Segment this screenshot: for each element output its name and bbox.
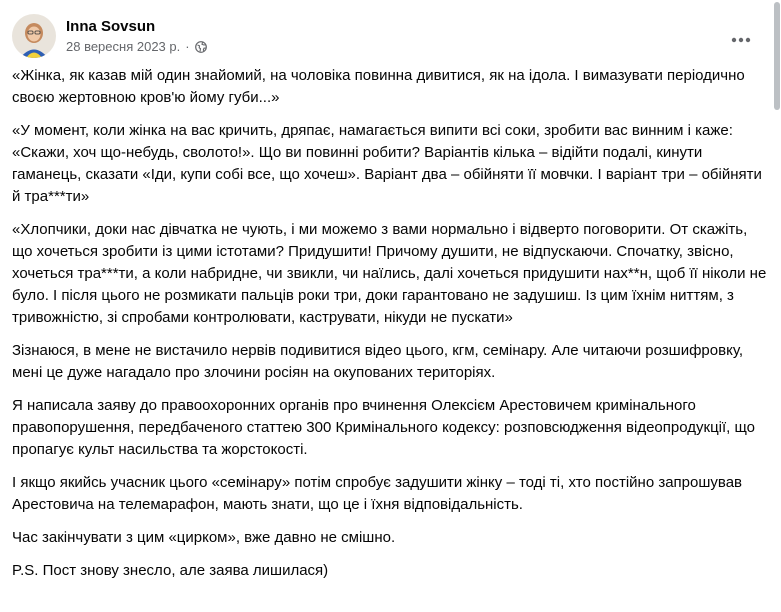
post-date[interactable]: 28 вересня 2023 р.: [66, 38, 181, 54]
post-paragraph: «Хлопчики, доки нас дівчатка не чують, і ми можемо з вами нормально і відверто поговорити. От скажіть, що хочеться зробити із цими істотами? Придушити! Причому душити, не відпускаючи. Спочатку, звісно, хочеться тра***ти, а коли набридне, чи звикли, чи наїлись, далі хочеться придушити нах**н, щоб її ніколи не було. І після цього не розмикати пальців роки три, доки гарантовано не задушиш. Із цим їхнім ниттям, з тривожністю, зі спробами контролювати, каструвати, нікуди не пускати»: [12, 221, 767, 326]
scrollbar-thumb[interactable]: [774, 2, 780, 110]
author-name[interactable]: Inna Sovsun: [66, 17, 156, 35]
post-paragraph: І якщо якийсь учасник цього «семінару» потім спробує задушити жінку – тоді ті, хто постійно запрошував Арестовича на телемарафон, мають знати, що це і їхня відповідальність.: [12, 474, 743, 513]
post-header: [12, 12, 207, 60]
scrollbar[interactable]: [773, 0, 781, 612]
post-paragraph: «У момент, коли жінка на вас кричить, дряпає, намагається випити всі соки, зробити вас винним і каже: «Скажи, хоч що-небудь, сволото!». Що ви повинні робити? Варіантів кілька – відійти подалі, кинути гаманець, сказати «Іди, купи собі все, що хочеш». Варіант два – обійняти її мовчки. І варіант три – обійняти й тра***ти»: [12, 122, 762, 205]
post-body: [12, 65, 770, 593]
post-paragraph: Зізнаюся, в мене не вистачило нервів подивитися відео цього, кгм, семінару. Але читаючи розшифровку, мені це дуже нагадало про злочини росіян на окупованих територіях.: [12, 342, 743, 381]
meta-separator: ·: [185, 38, 190, 54]
globe-icon[interactable]: [195, 41, 207, 53]
more-options-icon[interactable]: [723, 22, 759, 58]
avatar[interactable]: [12, 14, 56, 58]
post-paragraph: Я написала заяву до правоохоронних органів про вчинення Олексієм Арестовичем кримінального правопорушення, передбаченого статтею 300 Кримінального кодексу: розповсюдження відеопродукції, що пропагує культ насильства та жорстокості.: [12, 397, 756, 458]
post-paragraph: «Жінка, як казав мій один знайомий, на чоловіка повинна дивитися, як на ідола. І вимазувати періодично своєю жертовною кров'ю йому губи...»: [12, 67, 745, 106]
post-meta: [66, 38, 207, 56]
post-author-block: [66, 17, 207, 56]
post-paragraph: Час закінчувати з цим «цирком», вже давно не смішно.: [12, 529, 396, 546]
post-paragraph: P.S. Пост знову знесло, але заява лишилася): [12, 562, 329, 579]
